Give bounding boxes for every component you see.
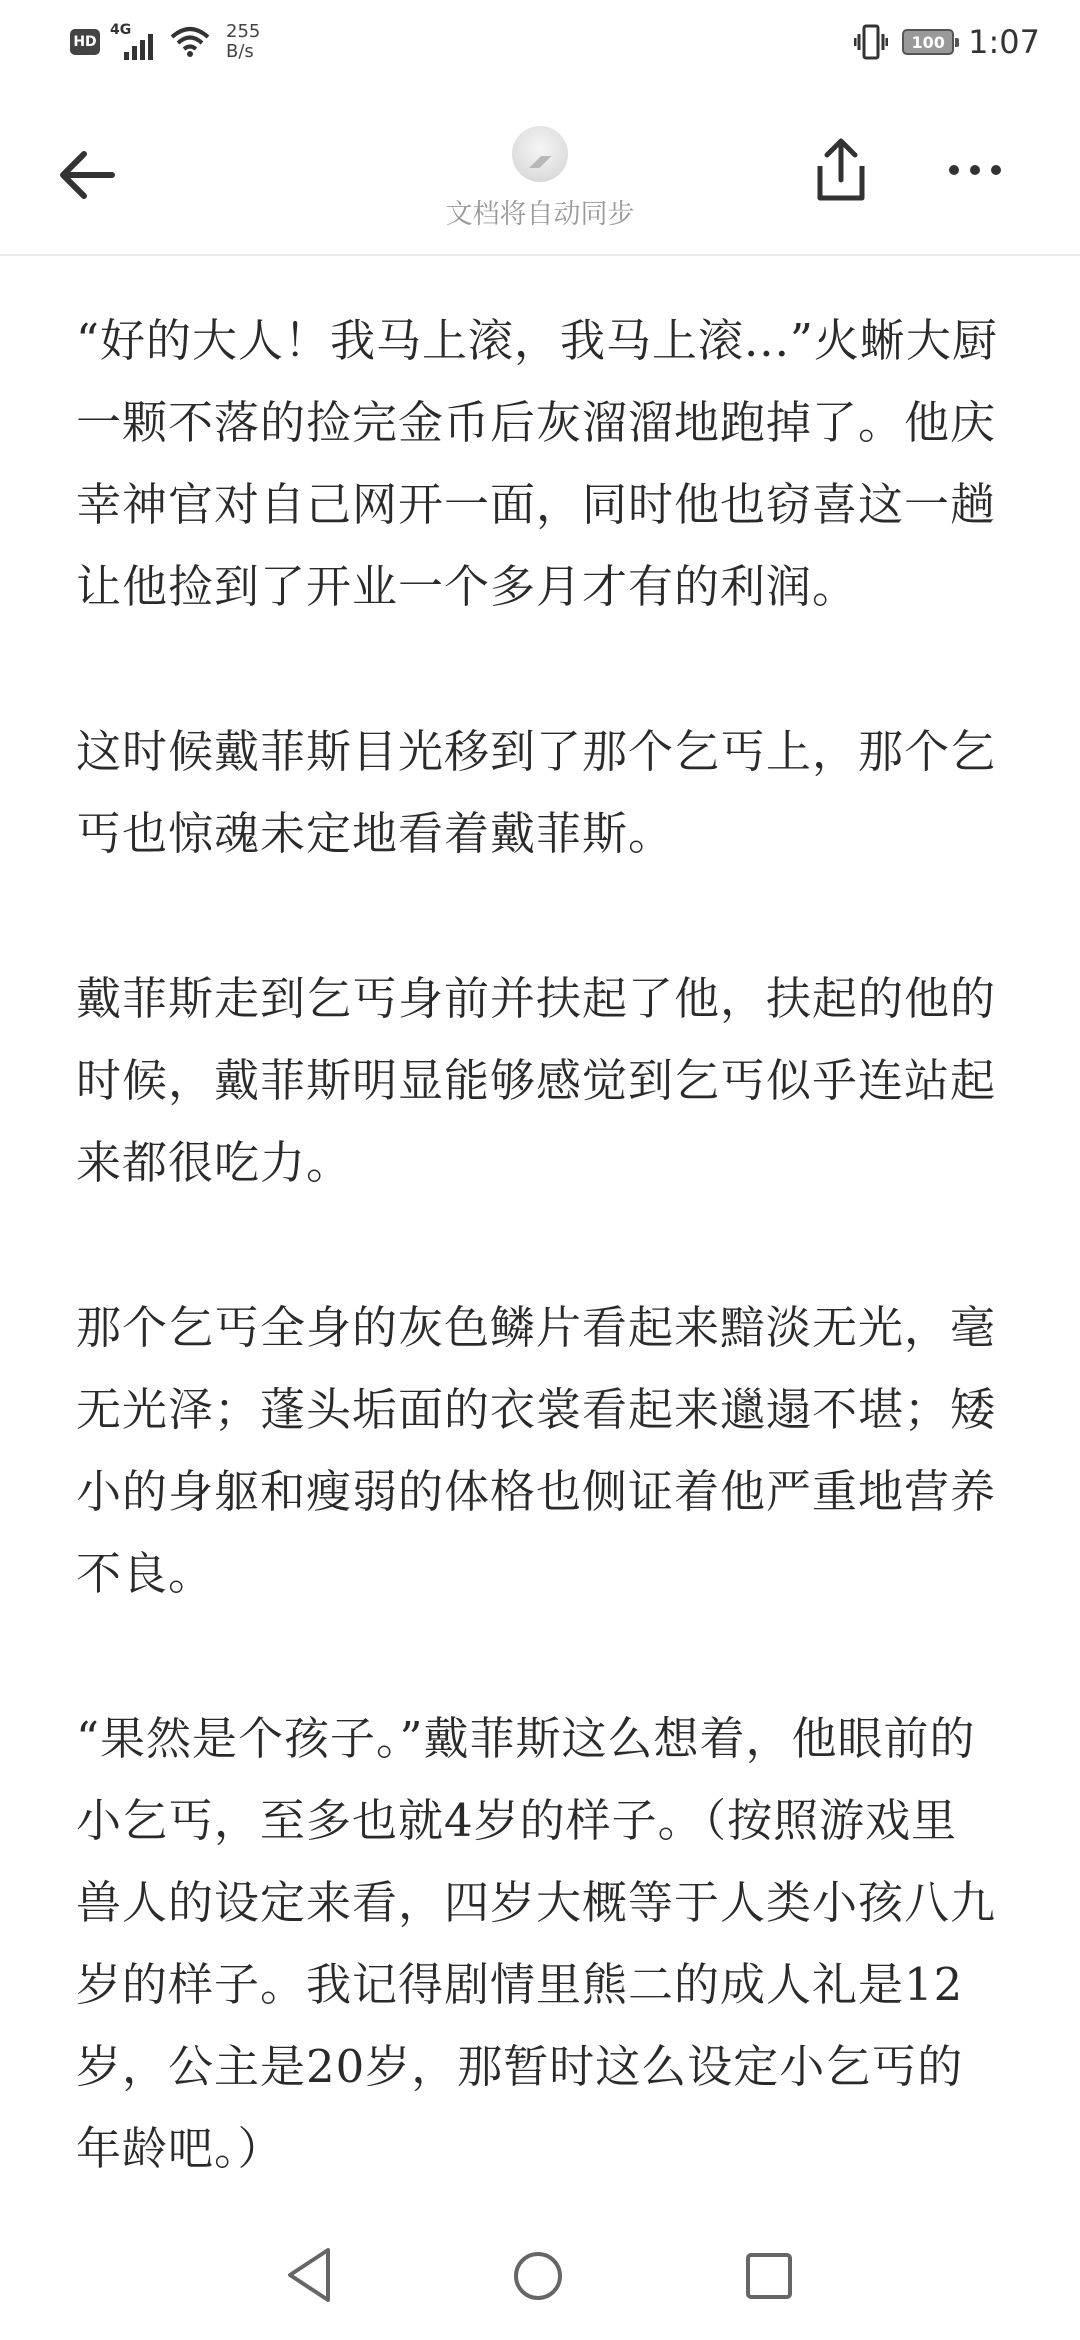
nav-recents-icon[interactable] <box>745 2252 793 2300</box>
paragraph: 戴菲斯走到乞丐身前并扶起了他，扶起的他的时候，戴菲斯明显能够感觉到乞丐似乎连站起来都很吃力。 <box>76 972 997 1189</box>
wifi-icon <box>170 25 210 59</box>
status-bar <box>0 0 1080 90</box>
status-right <box>854 22 1040 62</box>
sync-status: 文档将自动同步 <box>445 199 635 230</box>
paragraph: 那个乞丐全身的灰色鳞片看起来黯淡无光，毫无光泽；蓬头垢面的衣裳看起来邋遢不堪；矮小的身躯和瘦弱的体格也侧证着他严重地营养不良。 <box>76 1301 997 1600</box>
nav-home-icon[interactable] <box>512 2250 564 2302</box>
share-icon[interactable] <box>806 136 876 206</box>
paragraph: 这时候戴菲斯目光移到了那个乞丐上，那个乞丐也惊魂未定地看着戴菲斯。 <box>76 725 997 860</box>
paragraph: “好的大人！我马上滚，我马上滚...”火蜥大厨一颗不落的捡完金币后灰溜溜地跑掉了。他庆幸神官对自己网开一面，同时他也窃喜这一趟让他捡到了开业一个多月才有的利润。 <box>76 314 998 613</box>
hd-icon: HD <box>70 29 100 55</box>
speed-value: 255 <box>226 21 261 42</box>
document-content[interactable] <box>76 300 1001 2273</box>
signal-icon <box>110 22 160 62</box>
paragraph: “果然是个孩子。”戴菲斯这么想着，他眼前的小乞丐，至多也就4岁的样子。（按照游戏里兽人的设定来看，四岁大概等于人类小孩八九岁的样子。我记得剧情里熊二的成人礼是12岁，公主是20岁，那暂时这么设定小乞丐的年龄吧。） <box>76 1712 997 2175</box>
status-left <box>70 22 260 62</box>
document-toolbar <box>0 90 1080 256</box>
system-navigation-bar <box>0 2210 1080 2340</box>
vibrate-icon <box>854 22 888 62</box>
network-type: 4G <box>110 22 132 38</box>
document-header <box>340 126 740 231</box>
network-speed <box>226 22 260 62</box>
back-arrow-icon[interactable] <box>52 140 122 210</box>
nav-back-icon[interactable] <box>284 2246 334 2304</box>
document-avatar-icon <box>512 126 568 182</box>
more-icon[interactable] <box>940 150 1010 190</box>
battery-icon: 100 <box>902 29 954 55</box>
clock: 1:07 <box>968 23 1040 61</box>
speed-unit: B/s <box>226 41 254 62</box>
